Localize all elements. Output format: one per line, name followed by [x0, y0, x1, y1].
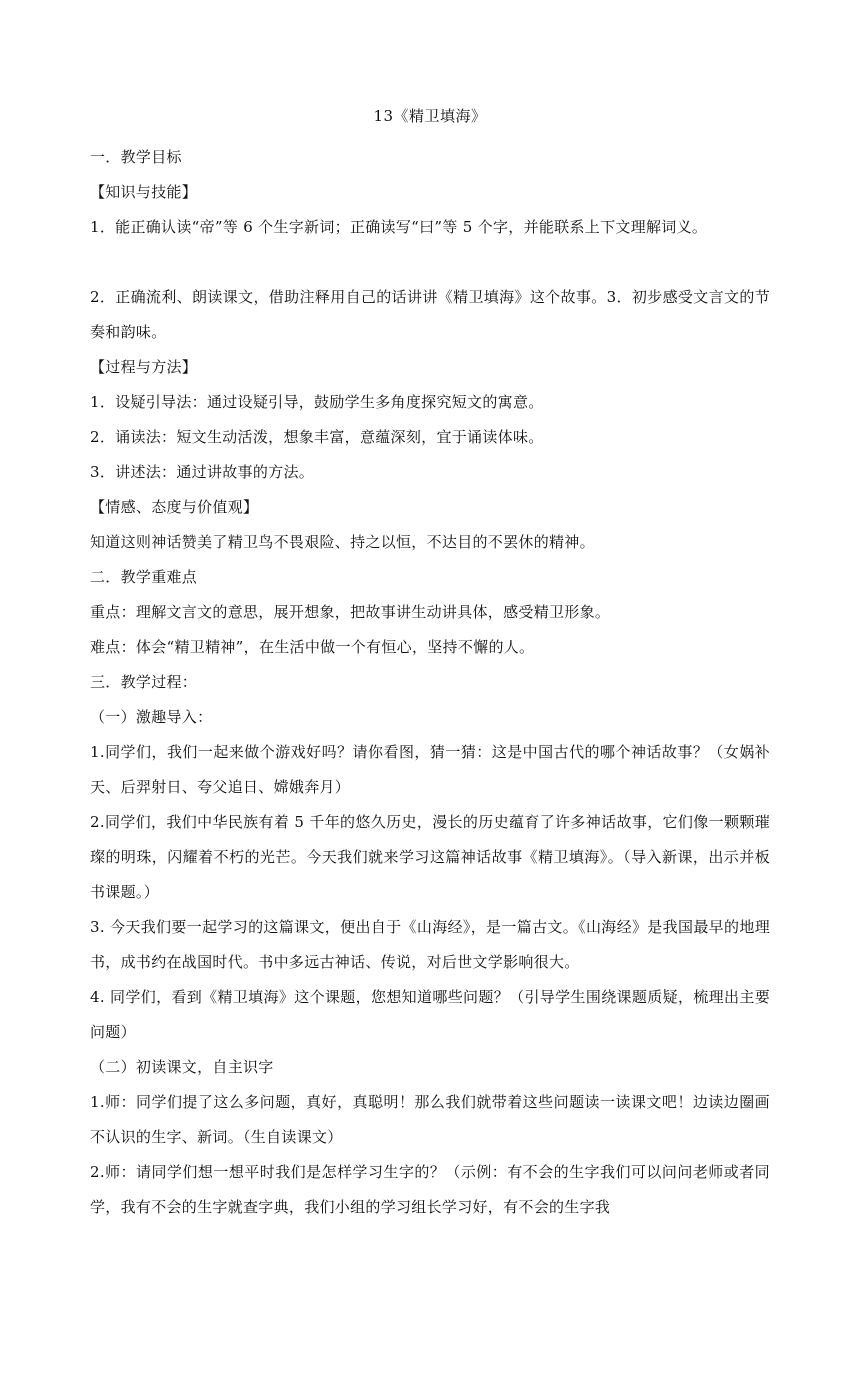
section-heading: 一．教学目标: [90, 148, 182, 166]
paragraph: 1.师：同学们提了这么多问题，真好，真聪明！那么我们就带着这些问题读一读课文吧！边读边圈画不认识的生字、新词。（生自读课文）: [90, 1093, 770, 1146]
paragraph: 3．讲述法：通过讲故事的方法。: [90, 463, 315, 481]
paragraph: 知道这则神话赞美了精卫鸟不畏艰险、持之以恒，不达目的不罢休的精神。: [90, 533, 595, 551]
paragraph: 1.同学们，我们一起来做个游戏好吗？请你看图，猜一猜：这是中国古代的哪个神话故事？（女娲补天、后羿射日、夸父追日、嫦娥奔月）: [90, 743, 770, 796]
section-heading: 三．教学过程：: [90, 673, 198, 691]
paragraph: 1．能正确认读“帝”等 6 个生字新词；正确读写“曰”等 5 个字，并能联系上下文理解词义。: [90, 218, 708, 236]
paragraph: 4. 同学们，看到《精卫填海》这个课题，您想知道哪些问题？（引导学生围绕课题质疑，梳理出主要问题）: [90, 988, 770, 1041]
paragraph: 2.同学们，我们中华民族有着 5 千年的悠久历史，漫长的历史蕴育了许多神话故事，它们像一颗颗璀璨的明珠，闪耀着不朽的光芒。今天我们就来学习这篇神话故事《精卫填海》。（导入新课，出示并板书课题。）: [90, 813, 770, 901]
paragraph: 2.师：请同学们想一想平时我们是怎样学习生字的？（示例：有不会的生字我们可以问问老师或者同学，我有不会的生字就查字典，我们小组的学习组长学习好，有不会的生字我: [90, 1163, 770, 1216]
document-body: [90, 140, 770, 1225]
paragraph: 重点：理解文言文的意思，展开想象，把故事讲生动讲具体，感受精卫形象。: [90, 603, 611, 621]
subsection-heading: （二）初读课文，自主识字: [90, 1058, 274, 1076]
paragraph: 2．正确流利、朗读课文，借助注释用自己的话讲讲《精卫填海》这个故事。3．初步感受文言文的节奏和韵味。: [90, 288, 770, 341]
paragraph: 3. 今天我们要一起学习的这篇课文，便出自于《山海经》，是一篇古文。《山海经》是我国最早的地理书，成书约在战国时代。书中多远古神话、传说，对后世文学影响很大。: [90, 918, 770, 971]
paragraph: 2．诵读法：短文生动活泼，想象丰富，意蕴深刻，宜于诵读体味。: [90, 428, 544, 446]
subsection-heading: 【知识与技能】: [90, 183, 198, 201]
subsection-heading: 【过程与方法】: [90, 358, 198, 376]
paragraph: 难点：体会“精卫精神”，在生活中做一个有恒心，坚持不懈的人。: [90, 638, 535, 656]
paragraph: 1．设疑引导法：通过设疑引导，鼓励学生多角度探究短文的寓意。: [90, 393, 544, 411]
page-title: 13《精卫填海》: [373, 107, 487, 125]
section-heading: 二．教学重难点: [90, 568, 198, 586]
subsection-heading: 【情感、态度与价值观】: [90, 498, 259, 516]
subsection-heading: （一）激趣导入：: [90, 708, 213, 726]
